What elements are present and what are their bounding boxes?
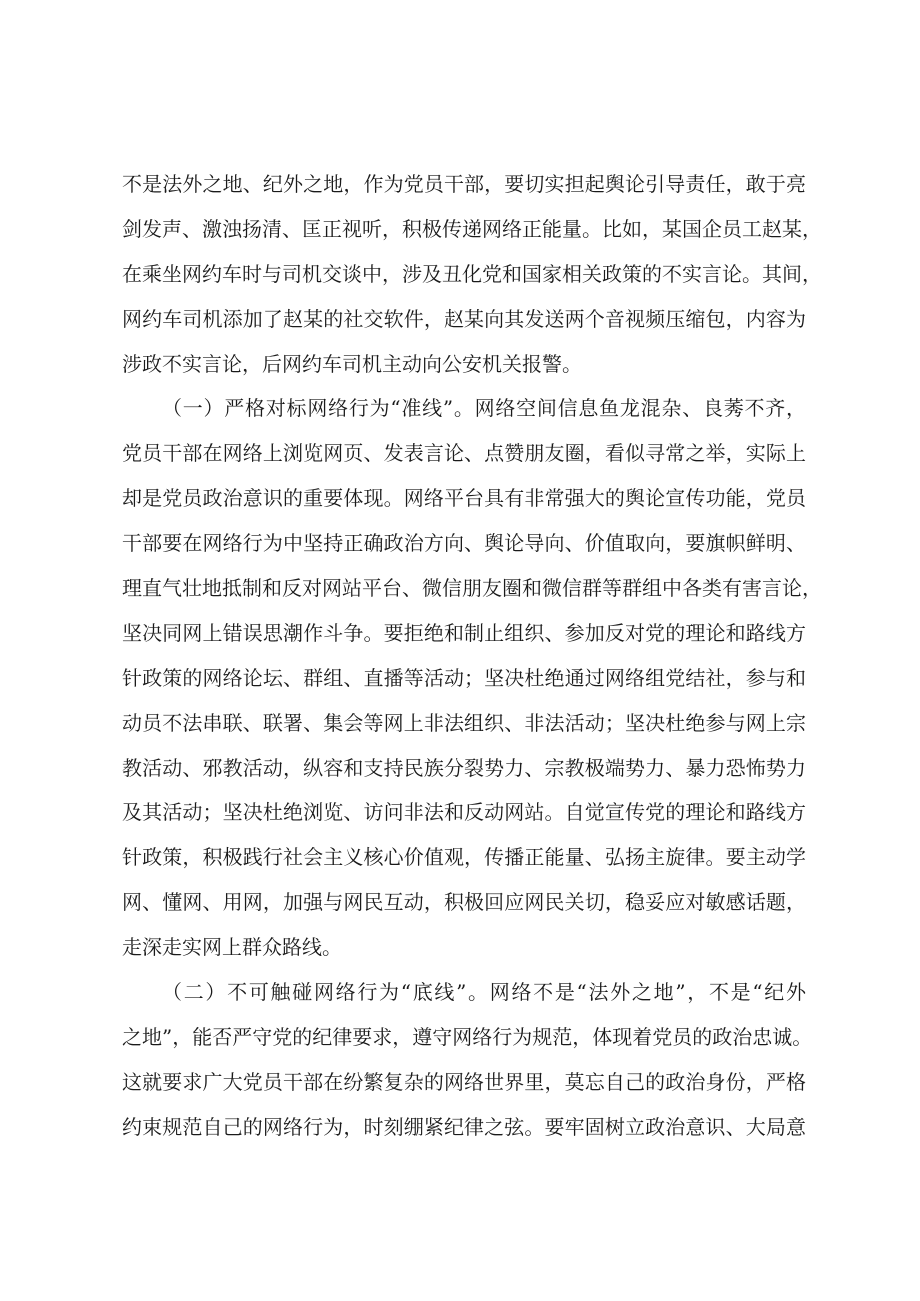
paragraph-line: 针政策，积极践行社会主义核心价值观，传播正能量、弘扬主旋律。要主动学 xyxy=(122,845,806,870)
paragraph-line: 及其活动；坚决杜绝浏览、访问非法和反动网站。自觉宣传党的理论和路线方 xyxy=(122,800,806,825)
paragraph-line: 涉政不实言论，后网约车司机主动向公安机关报警。 xyxy=(122,351,582,376)
paragraph-line: 这就要求广大党员干部在纷繁复杂的网络世界里，莫忘自己的政治身份，严格 xyxy=(122,1069,806,1094)
paragraph-line: 却是党员政治意识的重要体现。网络平台具有非常强大的舆论宣传功能，党员 xyxy=(122,486,806,511)
paragraph-line: 走深走实网上群众路线。 xyxy=(122,935,342,960)
paragraph-line: 约束规范自己的网络行为，时刻绷紧纪律之弦。要牢固树立政治意识、大局意 xyxy=(122,1114,806,1139)
section-heading-line: （二）不可触碰网络行为“底线”。网络不是“法外之地”，不是“纪外 xyxy=(162,980,806,1005)
paragraph-line: 动员不法串联、联署、集会等网上非法组织、非法活动；坚决杜绝参与网上宗 xyxy=(122,710,806,735)
paragraph-line: 针政策的网络论坛、群组、直播等活动；坚决杜绝通过网络组党结社，参与和 xyxy=(122,665,806,690)
paragraph-line: 党员干部在网络上浏览网页、发表言论、点赞朋友圈，看似寻常之举，实际上 xyxy=(122,441,806,466)
document-body xyxy=(122,162,822,1150)
paragraph-line: 干部要在网络行为中坚持正确政治方向、舆论导向、价值取向，要旗帜鲜明、 xyxy=(122,531,806,556)
paragraph-line: 剑发声、激浊扬清、匡正视听，积极传递网络正能量。比如，某国企员工赵某， xyxy=(122,216,822,241)
paragraph-line: 不是法外之地、纪外之地，作为党员干部，要切实担起舆论引导责任，敢于亮 xyxy=(122,172,806,196)
paragraph-line: 理直气壮地抵制和反对网站平台、微信朋友圈和微信群等群组中各类有害言论， xyxy=(122,576,822,601)
paragraph-line: 网、懂网、用网，加强与网民互动，积极回应网民关切，稳妥应对敏感话题， xyxy=(122,890,806,915)
paragraph-line: 坚决同网上错误思潮作斗争。要拒绝和制止组织、参加反对党的理论和路线方 xyxy=(122,620,806,645)
paragraph-line: 在乘坐网约车时与司机交谈中，涉及丑化党和国家相关政策的不实言论。其间， xyxy=(122,261,822,286)
paragraph-line: 网约车司机添加了赵某的社交软件，赵某向其发送两个音视频压缩包，内容为 xyxy=(122,306,806,331)
paragraph-line: 之地”，能否严守党的纪律要求，遵守网络行为规范，体现着党员的政治忠诚。 xyxy=(122,1024,813,1049)
section-heading-line: （一）严格对标网络行为“准线”。网络空间信息鱼龙混杂、良莠不齐， xyxy=(162,396,806,421)
paragraph-line: 教活动、邪教活动，纵容和支持民族分裂势力、宗教极端势力、暴力恐怖势力 xyxy=(122,755,806,780)
